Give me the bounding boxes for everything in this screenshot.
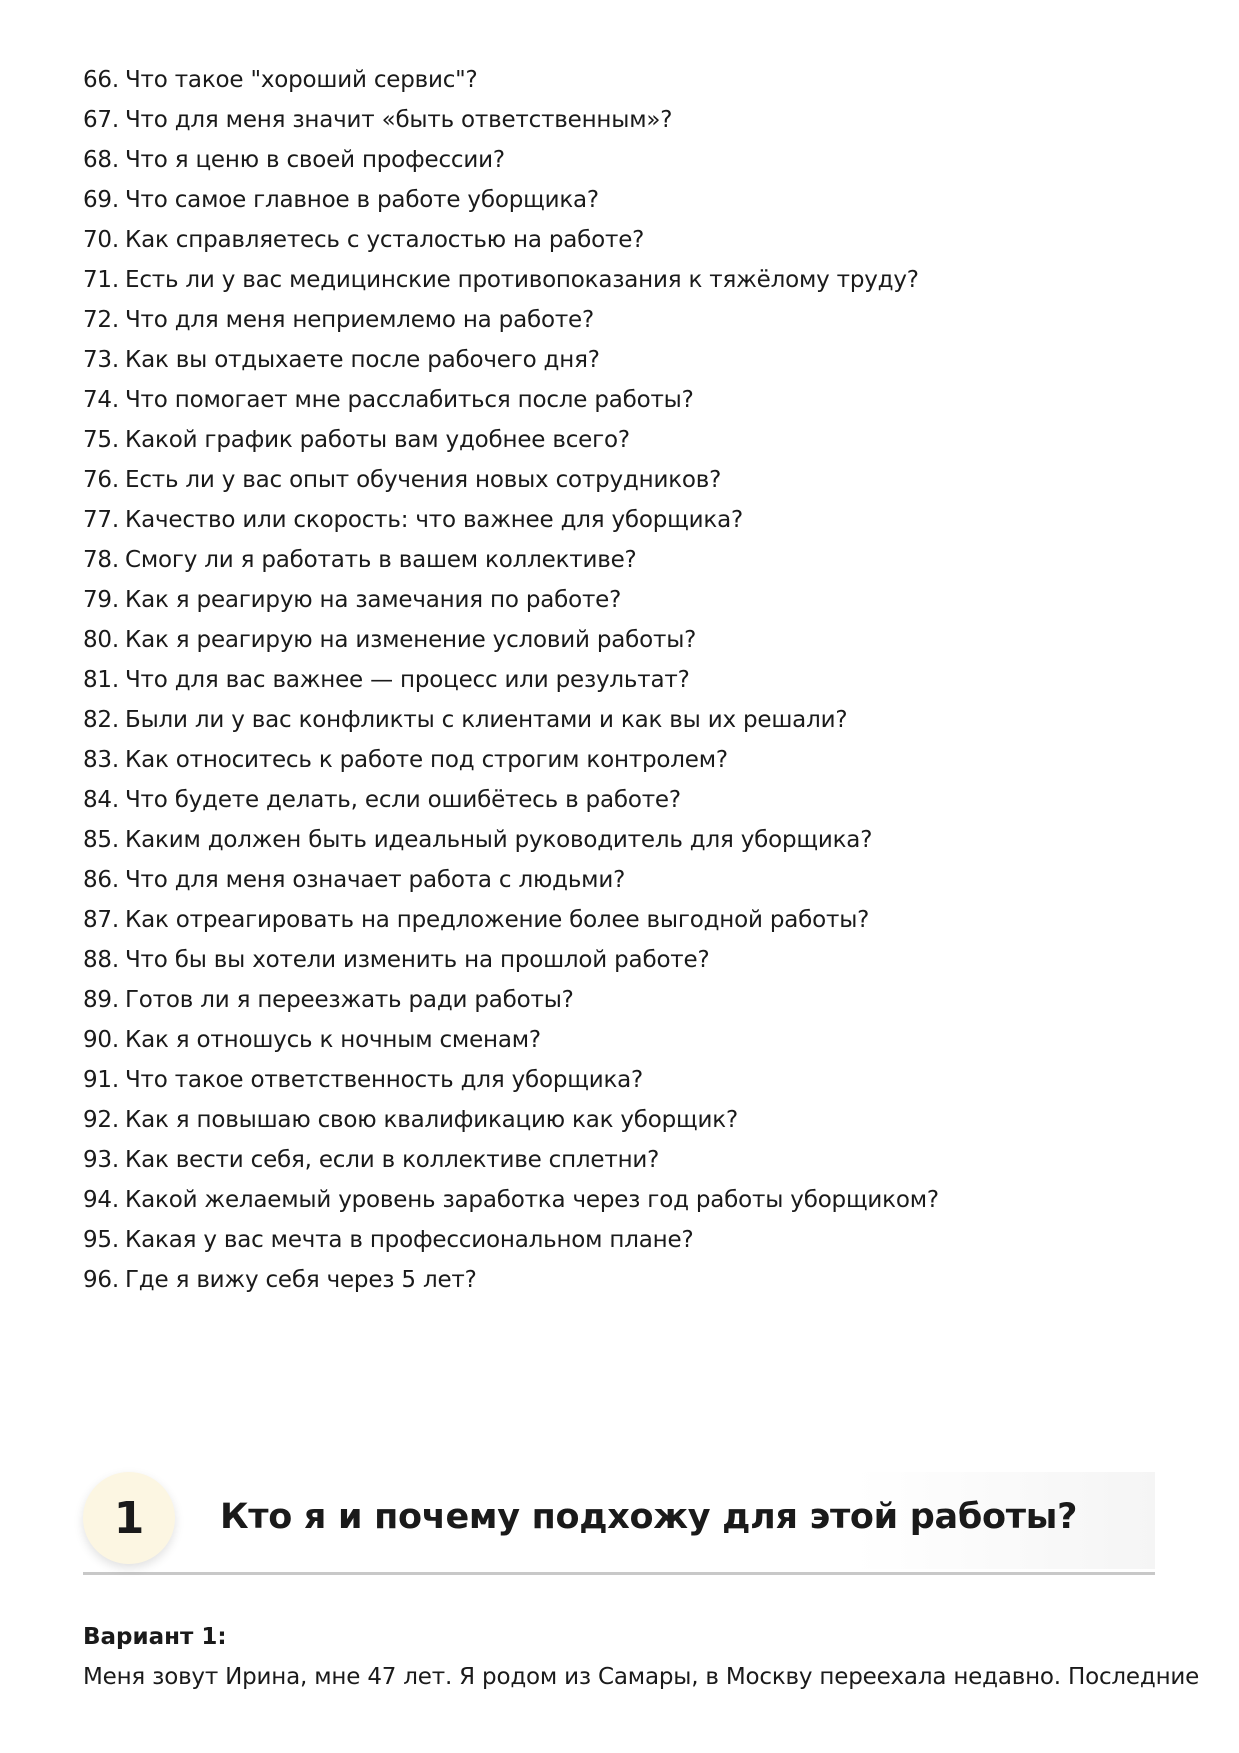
section-number-badge: 1 xyxy=(83,1472,175,1564)
question-item xyxy=(83,900,1163,940)
question-item xyxy=(83,60,1163,100)
question-number: 94. xyxy=(83,1187,119,1213)
question-text: Как отреагировать на предложение более выгодной работы? xyxy=(124,907,870,933)
question-number: 79. xyxy=(83,587,119,613)
question-item xyxy=(83,340,1163,380)
question-number: 75. xyxy=(83,427,119,453)
question-item xyxy=(83,660,1163,700)
question-number: 90. xyxy=(83,1027,119,1053)
question-text: Были ли у вас конфликты с клиентами и как вы их решали? xyxy=(124,707,848,733)
question-number: 81. xyxy=(83,667,119,693)
question-text: Что такое "хороший сервис"? xyxy=(124,67,478,93)
question-item xyxy=(83,380,1163,420)
question-text: Какая у вас мечта в профессиональном плане? xyxy=(124,1227,694,1253)
question-number: 86. xyxy=(83,867,119,893)
question-item xyxy=(83,1260,1163,1300)
question-text: Что я ценю в своей профессии? xyxy=(124,147,505,173)
variant-text: Меня зовут Ирина, мне 47 лет. Я родом из Самары, в Москву переехала недавно. Последние xyxy=(83,1664,1200,1690)
question-item xyxy=(83,260,1163,300)
question-item xyxy=(83,1100,1163,1140)
question-number: 67. xyxy=(83,107,119,133)
question-number: 77. xyxy=(83,507,119,533)
question-item xyxy=(83,1140,1163,1180)
question-text: Как я отношусь к ночным сменам? xyxy=(124,1027,541,1053)
question-item xyxy=(83,460,1163,500)
question-text: Есть ли у вас опыт обучения новых сотрудников? xyxy=(124,467,722,493)
question-number: 71. xyxy=(83,267,119,293)
question-text: Как вести себя, если в коллективе сплетни? xyxy=(124,1147,660,1173)
question-number: 69. xyxy=(83,187,119,213)
question-text: Что для вас важнее — процесс или результат? xyxy=(124,667,690,693)
question-text: Как справляетесь с усталостью на работе? xyxy=(124,227,645,253)
question-list xyxy=(83,60,1163,1300)
question-number: 95. xyxy=(83,1227,119,1253)
question-number: 73. xyxy=(83,347,119,373)
question-text: Как я реагирую на замечания по работе? xyxy=(124,587,622,613)
question-text: Что будете делать, если ошибётесь в работе? xyxy=(124,787,681,813)
question-text: Что для меня означает работа с людьми? xyxy=(124,867,626,893)
question-number: 74. xyxy=(83,387,119,413)
question-text: Как относитесь к работе под строгим контролем? xyxy=(124,747,728,773)
variant-label: Вариант 1: xyxy=(83,1624,227,1650)
question-item xyxy=(83,620,1163,660)
question-text: Что помогает мне расслабиться после работы? xyxy=(124,387,694,413)
question-text: Что для меня неприемлемо на работе? xyxy=(124,307,594,333)
question-number: 68. xyxy=(83,147,119,173)
question-item xyxy=(83,820,1163,860)
question-item xyxy=(83,300,1163,340)
question-item xyxy=(83,780,1163,820)
question-item xyxy=(83,580,1163,620)
question-number: 91. xyxy=(83,1067,119,1093)
question-item xyxy=(83,1020,1163,1060)
question-item xyxy=(83,1060,1163,1100)
question-number: 72. xyxy=(83,307,119,333)
question-text: Как я повышаю свою квалификацию как уборщик? xyxy=(124,1107,738,1133)
question-number: 66. xyxy=(83,67,119,93)
question-number: 92. xyxy=(83,1107,119,1133)
question-number: 87. xyxy=(83,907,119,933)
question-number: 70. xyxy=(83,227,119,253)
question-item xyxy=(83,860,1163,900)
question-item xyxy=(83,940,1163,980)
question-number: 80. xyxy=(83,627,119,653)
question-text: Что такое ответственность для уборщика? xyxy=(124,1067,644,1093)
question-text: Какой график работы вам удобнее всего? xyxy=(124,427,630,453)
question-item xyxy=(83,1220,1163,1260)
question-text: Есть ли у вас медицинские противопоказания к тяжёлому труду? xyxy=(124,267,919,293)
question-item xyxy=(83,140,1163,180)
question-text: Какой желаемый уровень заработка через год работы уборщиком? xyxy=(124,1187,939,1213)
question-item xyxy=(83,740,1163,780)
question-number: 88. xyxy=(83,947,119,973)
question-item xyxy=(83,1180,1163,1220)
question-text: Готов ли я переезжать ради работы? xyxy=(124,987,574,1013)
question-item xyxy=(83,500,1163,540)
question-number: 84. xyxy=(83,787,119,813)
question-number: 78. xyxy=(83,547,119,573)
question-item xyxy=(83,980,1163,1020)
section-title: Кто я и почему подхожу для этой работы? xyxy=(220,1497,1078,1537)
question-text: Как вы отдыхаете после рабочего дня? xyxy=(124,347,600,373)
question-item xyxy=(83,180,1163,220)
question-text: Что самое главное в работе уборщика? xyxy=(124,187,599,213)
question-item xyxy=(83,420,1163,460)
question-number: 85. xyxy=(83,827,119,853)
question-item xyxy=(83,540,1163,580)
question-text: Где я вижу себя через 5 лет? xyxy=(124,1267,477,1293)
section-header xyxy=(83,1472,1155,1575)
question-number: 96. xyxy=(83,1267,119,1293)
question-number: 76. xyxy=(83,467,119,493)
question-text: Что для меня значит «быть ответственным»? xyxy=(124,107,673,133)
question-number: 83. xyxy=(83,747,119,773)
question-text: Каким должен быть идеальный руководитель для уборщика? xyxy=(124,827,873,853)
question-number: 89. xyxy=(83,987,119,1013)
question-number: 82. xyxy=(83,707,119,733)
question-item xyxy=(83,220,1163,260)
question-text: Качество или скорость: что важнее для уборщика? xyxy=(124,507,743,533)
question-item xyxy=(83,700,1163,740)
question-text: Смогу ли я работать в вашем коллективе? xyxy=(124,547,637,573)
question-text: Как я реагирую на изменение условий работы? xyxy=(124,627,697,653)
question-text: Что бы вы хотели изменить на прошлой работе? xyxy=(124,947,710,973)
question-item xyxy=(83,100,1163,140)
question-number: 93. xyxy=(83,1147,119,1173)
